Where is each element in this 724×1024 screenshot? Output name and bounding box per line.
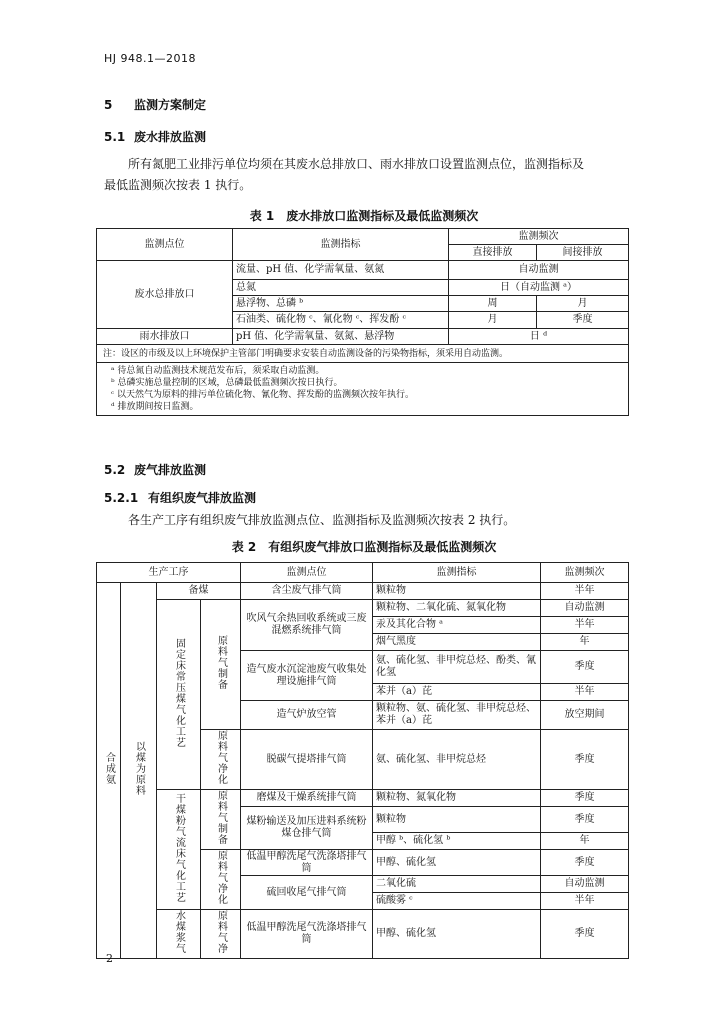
table-cell-direct: 周 xyxy=(449,296,537,312)
table-cell-frequency: 季度 xyxy=(541,910,629,959)
table-cell-indicator: 总氮 xyxy=(233,280,449,296)
document-header: HJ 948.1—2018 xyxy=(104,52,196,65)
table-cell-indicator: 颗粒物 xyxy=(373,583,541,600)
table-cell-point: 低温甲醇洗尾气洗涤塔排气筒 xyxy=(241,850,373,876)
table-cell-frequency: 半年 xyxy=(541,617,629,634)
table-1 xyxy=(96,228,629,416)
process-label: 原料气净化 xyxy=(215,850,227,905)
paragraph-exhaust: 各生产工序有组织废气排放监测点位、监测指标及监测频次按表 2 执行。 xyxy=(128,513,516,527)
table-footnotes xyxy=(97,363,629,416)
table-cell-frequency: 季度 xyxy=(541,807,629,833)
process-label: 原料气净 xyxy=(215,910,227,954)
table-cell-indicator: pH 值、化学需氧量、氨氮、悬浮物 xyxy=(233,329,449,345)
table-header-point: 监测点位 xyxy=(97,229,233,261)
section-title: 废水排放监测 xyxy=(134,130,207,144)
table-cell-indicator: 二氧化硫 xyxy=(373,876,541,893)
table-cell-point: 造气废水沉淀池废气收集处理设施排气筒 xyxy=(241,651,373,701)
process-label: 水煤浆气 xyxy=(173,910,185,954)
table-cell-frequency: 季度 xyxy=(541,651,629,684)
section-5-1-heading xyxy=(104,128,206,145)
table-cell-frequency: 放空期间 xyxy=(541,701,629,730)
table-cell-point: 硫回收尾气排气筒 xyxy=(241,876,373,910)
footnote: ᵇ 总磷实施总量控制的区域，总磷最低监测频次按日执行。 xyxy=(111,378,343,388)
section-number: 5.1 xyxy=(104,130,126,144)
table-cell-point: 煤粉输送及加压进料系统粉煤仓排气筒 xyxy=(241,807,373,850)
table-cell-point: 磨煤及干燥系统排气筒 xyxy=(241,790,373,807)
table-cell-point: 含尘废气排气筒 xyxy=(241,583,373,600)
table-cell-indicator: 烟气黑度 xyxy=(373,634,541,651)
table-cell-frequency: 季度 xyxy=(541,850,629,876)
paragraph-line: 最低监测频次按表 1 执行。 xyxy=(104,178,252,192)
table-cell-point: 低温甲醇洗尾气洗涤塔排气筒 xyxy=(241,910,373,959)
table-cell-indicator: 流量、pH 值、化学需氧量、氨氮 xyxy=(233,261,449,280)
process-feed-gas-purification xyxy=(201,910,241,959)
table-1-caption: 表 1 废水排放口监测指标及最低监测频次 xyxy=(249,209,479,223)
table-cell-indirect: 月 xyxy=(537,296,629,312)
table-cell-indicator: 氨、硫化氢、非甲烷总烃、酚类、氰化氢 xyxy=(373,651,541,684)
process-label: 原料气净化 xyxy=(215,730,227,785)
table-cell-frequency: 日（自动监测 ᵃ） xyxy=(449,280,629,296)
table-cell-point: 废水总排放口 xyxy=(97,261,233,329)
table-header-direct: 直接排放 xyxy=(449,245,537,261)
footnote: ᵃ 待总氮自动监测技术规范发布后，须采取自动监测。 xyxy=(111,366,325,376)
table-cell-indicator: 氨、硫化氢、非甲烷总烃 xyxy=(373,730,541,790)
table-header-point: 监测点位 xyxy=(241,563,373,583)
table-header-frequency: 监测频次 xyxy=(449,229,629,245)
table-header-indicator: 监测指标 xyxy=(373,563,541,583)
table-header-frequency: 监测频次 xyxy=(541,563,629,583)
table-2 xyxy=(96,562,629,959)
table-cell-frequency: 半年 xyxy=(541,684,629,701)
table-cell-frequency: 年 xyxy=(541,833,629,850)
table-header-process: 生产工序 xyxy=(97,563,241,583)
table-cell-indirect: 季度 xyxy=(537,312,629,329)
process-feed-gas-preparation xyxy=(201,790,241,850)
process-coal-feedstock xyxy=(121,583,157,959)
table-cell-frequency: 自动监测 xyxy=(541,600,629,617)
table-cell-indicator: 颗粒物、氨、硫化氢、非甲烷总烃、苯并（a）芘 xyxy=(373,701,541,730)
page-number: 2 xyxy=(106,952,113,965)
process-label: 原料气制备 xyxy=(215,790,227,845)
section-5-2-1-heading xyxy=(104,489,256,506)
section-title: 监测方案制定 xyxy=(134,98,207,112)
table-cell-frequency: 自动监测 xyxy=(541,876,629,893)
table-cell-direct: 月 xyxy=(449,312,537,329)
process-dry-pulverized-coal-gasification xyxy=(157,790,201,910)
section-number: 5 xyxy=(104,98,113,112)
table-cell-indicator: 甲醇、硫化氢 xyxy=(373,850,541,876)
paragraph-wastewater xyxy=(104,154,644,196)
table-cell-indicator: 汞及其化合物 ᵃ xyxy=(373,617,541,634)
section-5-heading xyxy=(104,96,206,113)
process-coal-preparation: 备煤 xyxy=(157,583,241,600)
table-cell-frequency: 自动监测 xyxy=(449,261,629,280)
table-cell-indicator: 颗粒物、二氧化硫、氮氧化物 xyxy=(373,600,541,617)
table-cell-frequency: 季度 xyxy=(541,730,629,790)
table-cell-indicator: 悬浮物、总磷 ᵇ xyxy=(233,296,449,312)
table-cell-frequency: 半年 xyxy=(541,583,629,600)
process-feed-gas-purification xyxy=(201,730,241,790)
table-note: 注：设区的市级及以上环境保护主管部门明确要求安装自动监测设备的污染物指标，须采用自动监测。 xyxy=(97,345,629,363)
table-cell-indicator: 石油类、硫化物 ᶜ、氰化物 ᶜ、挥发酚 ᶜ xyxy=(233,312,449,329)
table-cell-indicator: 颗粒物、氮氧化物 xyxy=(373,790,541,807)
process-label: 合成氨 xyxy=(103,752,115,785)
table-cell-point: 脱碳气提塔排气筒 xyxy=(241,730,373,790)
table-header-indirect: 间接排放 xyxy=(537,245,629,261)
paragraph-line: 所有氮肥工业排污单位均须在其废水总排放口、雨水排放口设置监测点位，监测指标及 xyxy=(128,157,585,171)
footnote: ᶜ 以天然气为原料的排污单位硫化物、氰化物、挥发酚的监测频次按年执行。 xyxy=(111,390,414,400)
process-feed-gas-preparation xyxy=(201,600,241,730)
table-cell-point: 造气炉放空管 xyxy=(241,701,373,730)
table-cell-indicator: 甲醇、硫化氢 xyxy=(373,910,541,959)
table-cell-indicator: 硫酸雾 ᶜ xyxy=(373,893,541,910)
process-label: 原料气制备 xyxy=(215,635,227,690)
process-ammonia-synthesis xyxy=(97,583,121,959)
section-title: 有组织废气排放监测 xyxy=(148,491,257,505)
process-label: 干煤粉气流床气化工艺 xyxy=(173,792,185,903)
process-label: 固定床常压煤气化工艺 xyxy=(173,637,185,748)
section-5-2-heading xyxy=(104,461,206,478)
table-cell-frequency: 季度 xyxy=(541,790,629,807)
table-cell-frequency: 日 ᵈ xyxy=(449,329,629,345)
process-label: 以煤为原料 xyxy=(133,741,145,796)
table-cell-frequency: 年 xyxy=(541,634,629,651)
table-2-caption: 表 2 有组织废气排放口监测指标及最低监测频次 xyxy=(231,540,497,554)
table-cell-indicator: 苯并（a）芘 xyxy=(373,684,541,701)
section-number: 5.2.1 xyxy=(104,491,139,505)
table-header-indicator: 监测指标 xyxy=(233,229,449,261)
process-feed-gas-purification xyxy=(201,850,241,910)
section-number: 5.2 xyxy=(104,463,126,477)
footnote: ᵈ 排放期间按日监测。 xyxy=(111,402,199,412)
table-cell-point: 吹风气余热回收系统或三废混燃系统排气筒 xyxy=(241,600,373,651)
table-cell-indicator: 甲醇 ᵇ、硫化氢 ᵇ xyxy=(373,833,541,850)
table-cell-frequency: 半年 xyxy=(541,893,629,910)
table-cell-indicator: 颗粒物 xyxy=(373,807,541,833)
process-fixed-bed-gasification xyxy=(157,600,201,790)
process-coal-water-slurry xyxy=(157,910,201,959)
table-cell-point: 雨水排放口 xyxy=(97,329,233,345)
section-title: 废气排放监测 xyxy=(134,463,207,477)
